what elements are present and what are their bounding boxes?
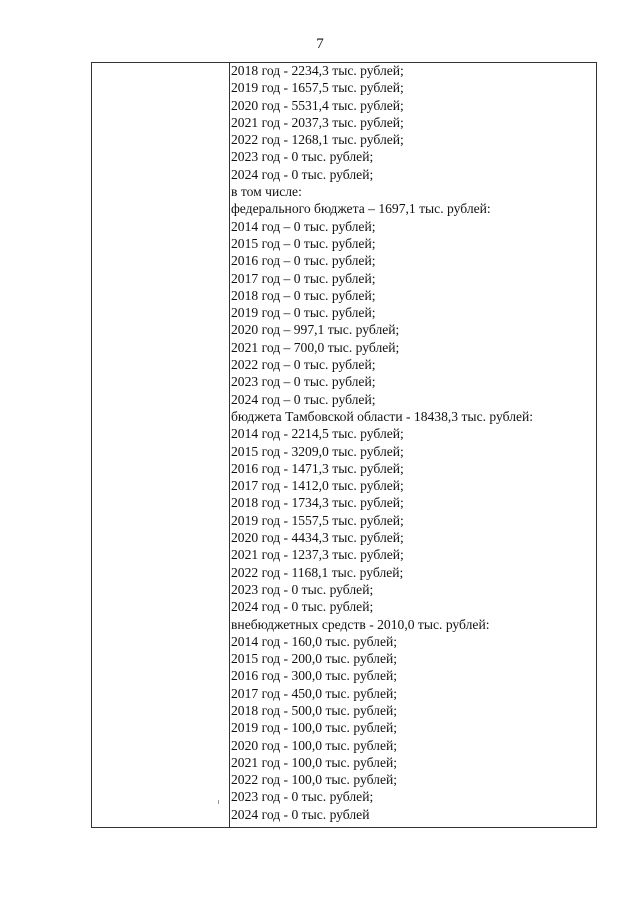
table-column-divider <box>229 63 230 827</box>
funding-line: 2015 год - 3209,0 тыс. рублей; <box>231 443 404 459</box>
funding-line: 2020 год - 100,0 тыс. рублей; <box>231 737 398 753</box>
funding-line: 2024 год - 0 тыс. рублей; <box>231 599 374 615</box>
funding-line: 2024 год – 0 тыс. рублей; <box>231 391 376 407</box>
funding-line: 2022 год - 1268,1 тыс. рублей; <box>231 132 404 148</box>
funding-line: 2019 год - 100,0 тыс. рублей; <box>231 720 398 736</box>
funding-line: 2016 год - 1471,3 тыс. рублей; <box>231 460 404 476</box>
funding-line: 2023 год - 0 тыс. рублей; <box>231 149 374 165</box>
funding-line: 2018 год – 0 тыс. рублей; <box>231 287 376 303</box>
funding-line: 2018 год - 2234,3 тыс. рублей; <box>231 63 404 78</box>
funding-line: 2018 год - 1734,3 тыс. рублей; <box>231 495 404 511</box>
funding-line: 2017 год – 0 тыс. рублей; <box>231 270 376 286</box>
funding-line: 2021 год - 100,0 тыс. рублей; <box>231 754 398 770</box>
funding-line: 2020 год - 4434,3 тыс. рублей; <box>231 530 404 546</box>
funding-line: 2020 год - 5531,4 тыс. рублей; <box>231 97 404 113</box>
funding-line: 2024 год - 0 тыс. рублей; <box>231 166 374 182</box>
funding-line: 2017 год - 450,0 тыс. рублей; <box>231 685 398 701</box>
funding-line: 2018 год - 500,0 тыс. рублей; <box>231 702 398 718</box>
page-number: 7 <box>316 36 324 52</box>
funding-line: бюджета Тамбовской области - 18438,3 тыс. рублей: <box>231 408 534 424</box>
funding-line: 2020 год – 997,1 тыс. рублей; <box>231 322 400 338</box>
funding-line: 2022 год – 0 тыс. рублей; <box>231 357 376 373</box>
funding-line: в том числе: <box>231 184 302 200</box>
funding-line: 2016 год – 0 тыс. рублей; <box>231 253 376 269</box>
funding-line: 2022 год - 1168,1 тыс. рублей; <box>231 564 404 580</box>
funding-line: 2022 год - 100,0 тыс. рублей; <box>231 772 398 788</box>
funding-line: 2021 год - 1237,3 тыс. рублей; <box>231 547 404 563</box>
funding-line: 2021 год – 700,0 тыс. рублей; <box>231 339 400 355</box>
funding-line: 2016 год - 300,0 тыс. рублей; <box>231 668 398 684</box>
funding-line: 2014 год – 0 тыс. рублей; <box>231 218 376 234</box>
funding-line: 2024 год - 0 тыс. рублей <box>231 806 370 822</box>
funding-line: 2015 год – 0 тыс. рублей; <box>231 235 376 251</box>
funding-line: внебюджетных средств - 2010,0 тыс. рублей: <box>231 616 490 632</box>
funding-line: 2023 год - 0 тыс. рублей; <box>231 581 374 597</box>
funding-line: 2019 год - 1657,5 тыс. рублей; <box>231 80 404 96</box>
funding-line: 2015 год - 200,0 тыс. рублей; <box>231 651 398 667</box>
funding-line: 2023 год - 0 тыс. рублей; <box>231 789 374 805</box>
funding-line: 2014 год - 160,0 тыс. рублей; <box>231 633 398 649</box>
funding-line: 2019 год – 0 тыс. рублей; <box>231 305 376 321</box>
funding-line: 2014 год - 2214,5 тыс. рублей; <box>231 426 404 442</box>
funding-line: 2017 год - 1412,0 тыс. рублей; <box>231 478 404 494</box>
funding-line: федерального бюджета – 1697,1 тыс. рублей: <box>231 201 491 217</box>
scan-artifact <box>218 800 219 804</box>
funding-line: 2023 год – 0 тыс. рублей; <box>231 374 376 390</box>
funding-line: 2019 год - 1557,5 тыс. рублей; <box>231 512 404 528</box>
funding-text-cell <box>231 62 591 823</box>
funding-line: 2021 год - 2037,3 тыс. рублей; <box>231 114 404 130</box>
